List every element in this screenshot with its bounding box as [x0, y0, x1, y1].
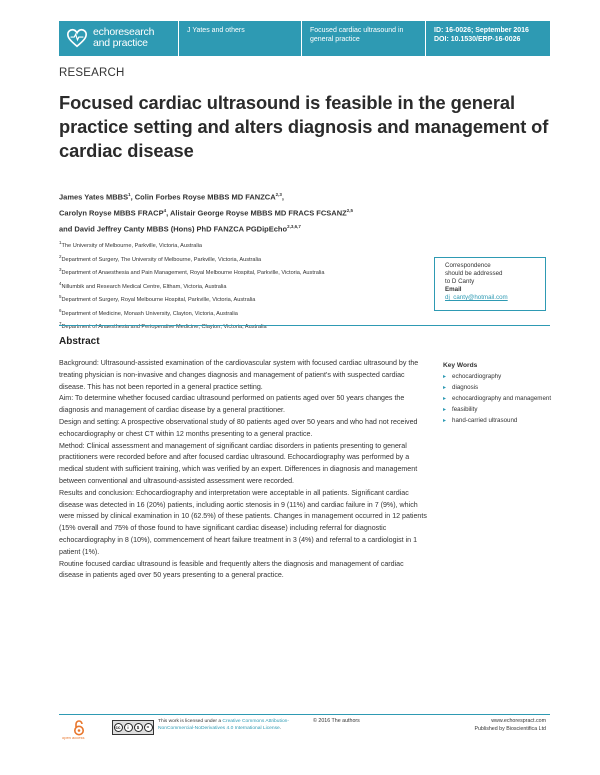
- cc-license-badge[interactable]: [112, 720, 154, 735]
- abstract-body: [59, 358, 429, 582]
- article-id: ID: 16-0026; September 2016: [434, 27, 529, 34]
- header-ids: [426, 21, 550, 56]
- logo-line-1: echoresearch: [93, 26, 155, 38]
- website-link[interactable]: www.echorespract.com: [491, 718, 546, 724]
- publisher-info: [474, 718, 546, 733]
- keywords-list: [443, 373, 553, 425]
- author-affil-ref: 2,3,6,7: [287, 224, 301, 229]
- article-title: Focused cardiac ultrasound is feasible in the general practice setting and alters diagnosis and management of cardiac disease: [59, 92, 549, 161]
- abstract-design: Design and setting: A prospective observational study of 80 patients aged over 50 years and who had not received echocardiography or chest CT within 12 months presenting to a general practice.: [59, 417, 418, 438]
- author-name: Alistair George Royse MBBS MD FRACS FCSANZ: [170, 208, 347, 218]
- article-doi: DOI: 10.1530/ERP-16-0026: [434, 36, 521, 43]
- keyword-item: ▸ diagnosis: [443, 384, 553, 392]
- keyword-item: ▸ echocardiography and management: [443, 395, 553, 403]
- by-icon: i: [124, 723, 133, 732]
- header-short-title: Focused cardiac ultrasound in general practice: [302, 21, 426, 56]
- abstract-conclusion: Routine focused cardiac ultrasound is feasible and frequently alters the diagnosis and management of cardiac disease in patients aged over 50 years presenting to a general practice.: [59, 559, 404, 580]
- correspondence-box: Correspondence should be addressed to D Canty Email dj_canty@hotmail.com: [434, 257, 546, 311]
- affiliation-item: $^3$Department of Anaesthesia and Pain Management, Royal Melbourne Hospital, Parkville, Victoria, Australia: [59, 267, 325, 276]
- abstract-background: Background: Ultrasound-assisted examination of the cardiovascular system with focused cardiac ultrasound by the treating physician is non-invasive and changes diagnosis and management of patient's with suspected cardiac disease. This has not been reported in a general practice setting.: [59, 359, 419, 391]
- license-link[interactable]: Creative Commons Attribution-NonCommercial-NoDerivatives 4.0 International License: [158, 719, 290, 731]
- keyword-item: ▸ hand-carried ultrasound: [443, 417, 553, 425]
- heart-logo-icon: [66, 27, 88, 49]
- cc-icon: cc: [115, 725, 121, 730]
- email-link[interactable]: dj_canty@hotmail.com: [445, 294, 508, 301]
- license-text: This work is licensed under a Creative Commons Attribution-NonCommercial-NoDerivatives 4.0 International License.: [158, 719, 290, 731]
- publisher-name: Published by Bioscientifica Ltd: [474, 725, 546, 732]
- section-divider: [59, 325, 550, 326]
- affiliation-item: $^4$Nillumbik and Research Medical Centre, Eltham, Victoria, Australia: [59, 280, 227, 290]
- affiliations: [59, 238, 429, 333]
- nd-icon: =: [144, 723, 153, 732]
- affiliation-item: $^2$Department of Surgery, The University of Melbourne, Parkville, Victoria, Australia: [59, 253, 262, 263]
- keyword-item: ▸ echocardiography: [443, 373, 553, 381]
- open-access-icon: [72, 720, 86, 736]
- open-access-label: open access: [62, 735, 85, 740]
- section-label: RESEARCH: [59, 67, 125, 79]
- author-list: James Yates MBBS$^1$, Colin Forbes Royse MBBS MD FANZCA$^{2,3}$, Carolyn Royse MBBS FRACP$^4$, Alistair George Royse MBBS MD FRACS FCSANZ$^{2,5}$ and David Jeffrey Canty MBBS (Hons) PhD FANZCA PGDipEcho$^{2,3,6,7}$: [59, 192, 353, 234]
- affiliation-item: $^5$Department of Surgery, Royal Melbourne Hospital, Parkville, Victoria, Australia: [59, 294, 256, 304]
- footer-divider: [59, 714, 550, 715]
- email-label: Email: [445, 286, 462, 293]
- abstract-results: Results and conclusion: Echocardiography and interpretation were acceptable in all patients. Significant cardiac disease was detected in 16 (20%) patients, including aortic stenosis in 9 (11%) and cardiac failure in 7 (9%), which were missed by clinical examination in 10 (62.5%) of these patients. Changes in management occurred in 12 patients (15% overall and 75% of those found to have significant cardiac disease) including referral for diagnostic echocardiography in 8 (10%), commencement of heart failure treatment in 3 (4%) and referral to a cardiologist in 1 patient (1%).: [59, 488, 427, 556]
- affiliation-item: $^1$The University of Melbourne, Parkville, Victoria, Australia: [59, 240, 202, 249]
- author-name: James Yates MBBS: [59, 192, 129, 202]
- keyword-item: ▸ feasibility: [443, 406, 553, 414]
- keywords-heading: Key Words: [443, 362, 478, 369]
- abstract-method: Method: Clinical assessment and management of significant cardiac disorders in patients presenting to general practitioners were recorded before and after focused cardiac ultrasound. Echocardiography was performed by a medical student with sufficient training, which was verified by an expert. Differences in diagnosis and management between conventional and ultrasound-assisted assessment were recorded.: [59, 441, 418, 485]
- author-affil-ref: 2,5: [346, 208, 353, 213]
- keywords-box: [443, 362, 553, 428]
- author-affil-ref: 2,3: [275, 192, 282, 197]
- affiliation-item: $^7$Department of Anaesthesia and Perioperative Medicine, Clayton, Victoria, Australia: [59, 321, 267, 331]
- header-authors: J Yates and others: [179, 21, 302, 56]
- logo-line-2: and practice: [93, 37, 148, 49]
- abstract-aim: Aim: To determine whether focused cardiac ultrasound performed on patients aged over 50 years changes the diagnosis and management of cardiac disease by a general practitioner.: [59, 394, 405, 415]
- author-name: Carolyn Royse MBBS FRACP: [59, 208, 164, 218]
- journal-logo[interactable]: [59, 21, 179, 56]
- open-access-badge: [60, 720, 100, 744]
- journal-header: [59, 21, 550, 56]
- author-name: and David Jeffrey Canty MBBS (Hons) PhD FANZCA PGDipEcho: [59, 224, 288, 234]
- author-affil-ref: 4: [163, 208, 167, 213]
- copyright: © 2016 The authors: [313, 718, 360, 724]
- author-name: Colin Forbes Royse MBBS MD FANZCA: [134, 192, 276, 202]
- nc-icon: $: [134, 723, 143, 732]
- author-affil-ref: 1: [128, 192, 131, 197]
- abstract-heading: Abstract: [59, 336, 100, 347]
- affiliation-item: $^6$Department of Medicine, Monash University, Clayton, Victoria, Australia: [59, 307, 238, 317]
